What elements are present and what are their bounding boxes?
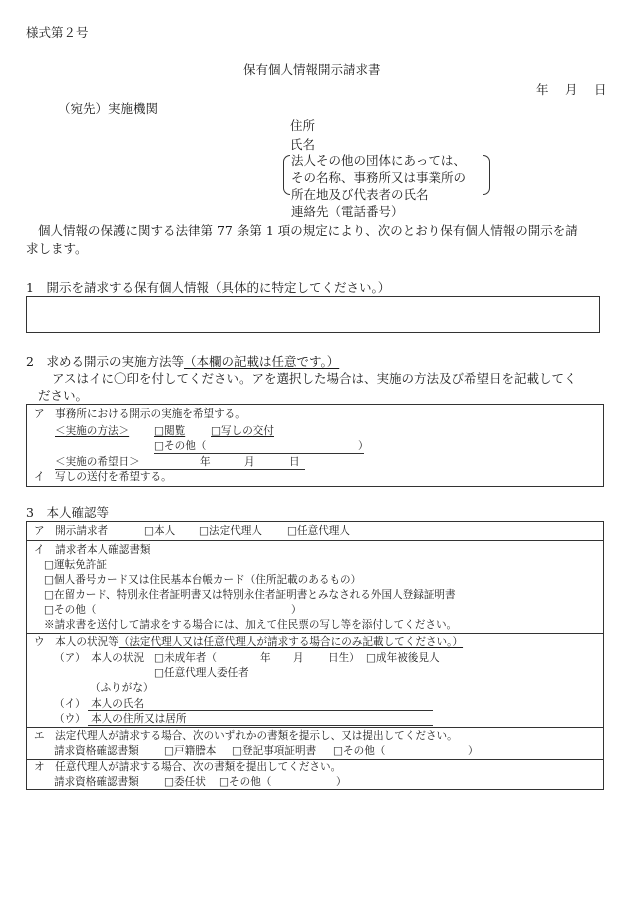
legal-agent-doc-label: 請求資格確認書類	[54, 745, 139, 757]
requested-info-field[interactable]	[26, 296, 600, 333]
date-year[interactable]: 年	[200, 456, 211, 468]
addressee: （宛先）実施機関	[58, 101, 159, 116]
applicant-name-label[interactable]: 氏名	[290, 137, 316, 152]
legal-agent-instruction: エ 法定代理人が請求する場合、次のいずれかの書類を提示し、又は提出してください。	[34, 730, 458, 742]
date-line[interactable]: 年 月 日	[536, 82, 609, 97]
id-documents-label: イ 請求者本人確認書類	[34, 544, 151, 556]
intro-line1: 個人情報の保護に関する法律第 77 条第 1 項の規定により、次のとおり保有個人情報の開示を請	[38, 223, 578, 238]
adult-guardian-checkbox[interactable]: □成年被後見人	[366, 652, 440, 664]
doc-mynumber-card-checkbox[interactable]: □個人番号カード又は住民基本台帳カード（住所記載のあるもの）	[44, 574, 362, 586]
legal-agent-other-checkbox[interactable]: □その他（	[333, 745, 386, 757]
doc-other-checkbox[interactable]: □その他（	[44, 604, 97, 616]
method-view-checkbox[interactable]: □閲覧	[154, 425, 186, 437]
principal-status-label: ウ 本人の状況等	[34, 636, 119, 648]
requester-voluntary-agent-checkbox[interactable]: □任意代理人	[287, 525, 350, 537]
corp-note-line3: 所在地及び代表者の氏名	[291, 187, 429, 202]
doc-residence-card-checkbox[interactable]: □在留カード、特別永住者証明書又は特別永住者証明書とみなされる外国人登録証明書	[44, 589, 456, 601]
method-copy-checkbox[interactable]: □写しの交付	[211, 425, 274, 437]
voluntary-agent-doc-label: 請求資格確認書類	[54, 776, 139, 788]
principal-address-field[interactable]	[88, 725, 433, 726]
voluntary-agent-other-close: ）	[336, 776, 347, 788]
date-day[interactable]: 日	[289, 456, 300, 468]
date-month[interactable]: 月	[244, 456, 255, 468]
right-bracket	[483, 155, 490, 195]
principal-name-field[interactable]	[88, 710, 433, 711]
section1-heading: 1 開示を請求する保有個人情報（具体的に特定してください。）	[26, 280, 391, 295]
principal-address-label: （ウ） 本人の住所又は居所	[54, 713, 187, 725]
method-other-checkbox[interactable]: □その他（	[154, 440, 207, 452]
doc-other-close: ）	[291, 604, 302, 616]
form-number: 様式第２号	[26, 25, 89, 40]
left-bracket	[283, 155, 290, 195]
requester-legal-agent-checkbox[interactable]: □法定代理人	[199, 525, 262, 537]
legal-agent-other-close: ）	[468, 745, 479, 757]
date-label: ＜実施の希望日＞	[55, 456, 140, 468]
mail-request-note: ※請求書を送付して請求をする場合には、加えて住民票の写し等を添付してください。	[44, 619, 458, 631]
section2-heading	[26, 354, 339, 370]
minor-birth-year[interactable]: 年	[260, 652, 271, 664]
page-title: 保有個人情報開示請求書	[243, 62, 381, 77]
section3-heading: 3 本人確認等	[26, 505, 109, 520]
doc-drivers-license-checkbox[interactable]: □運転免許証	[44, 559, 107, 571]
principal-status-heading	[34, 635, 463, 649]
minor-birth-month[interactable]: 月	[293, 652, 304, 664]
principal-status-note: （法定代理人又は任意代理人が請求する場合にのみ記載してください。）	[118, 636, 464, 648]
section2-heading-text: 2 求める開示の実施方法等	[26, 354, 184, 369]
section2-optional-note: （本欄の記載は任意です。）	[183, 354, 340, 369]
method-label: ＜実施の方法＞	[55, 425, 130, 437]
section2-note-line1: アスはイに〇印を付してください。アを選択した場合は、実施の方法及び希望日を記載してく	[52, 371, 577, 386]
corp-note-line2: その名称、事務所又は事業所の	[291, 170, 467, 185]
principal-status-label-a: （ア） 本人の状況	[54, 652, 145, 664]
voluntary-agent-instruction: オ 任意代理人が請求する場合、次の書類を提出してください。	[34, 761, 342, 773]
intro-line2: 求します。	[26, 241, 88, 256]
voluntary-agent-other-checkbox[interactable]: □その他（	[219, 776, 272, 788]
minor-birth-day[interactable]: 日生）	[328, 652, 360, 664]
principal-name-label: （イ） 本人の氏名	[54, 698, 145, 710]
contact-label[interactable]: 連絡先（電話番号）	[291, 204, 404, 219]
section2-note-line2: ださい。	[38, 388, 89, 403]
option-a-office-label[interactable]: ア 事務所における開示の実施を希望する。	[34, 408, 246, 420]
row-divider	[26, 633, 604, 634]
row-divider	[26, 727, 604, 728]
method-other-underline	[154, 453, 364, 454]
method-other-close: ）	[358, 440, 369, 452]
minor-checkbox[interactable]: □未成年者（	[154, 652, 217, 664]
applicant-address-label[interactable]: 住所	[290, 118, 316, 133]
power-of-attorney-checkbox[interactable]: □委任状	[164, 776, 206, 788]
furigana-label: （ふりがな）	[90, 682, 154, 694]
row-divider	[26, 540, 604, 541]
proxy-client-checkbox[interactable]: □任意代理人委任者	[154, 667, 249, 679]
corp-note-line1: 法人その他の団体にあっては、	[291, 153, 466, 168]
registry-certificate-checkbox[interactable]: □登記事項証明書	[232, 745, 317, 757]
requester-self-checkbox[interactable]: □本人	[144, 525, 176, 537]
option-b-send-copy[interactable]: イ 写しの送付を希望する。	[34, 471, 172, 483]
family-register-checkbox[interactable]: □戸籍謄本	[164, 745, 217, 757]
requester-type-label: ア 開示請求者	[34, 525, 109, 537]
